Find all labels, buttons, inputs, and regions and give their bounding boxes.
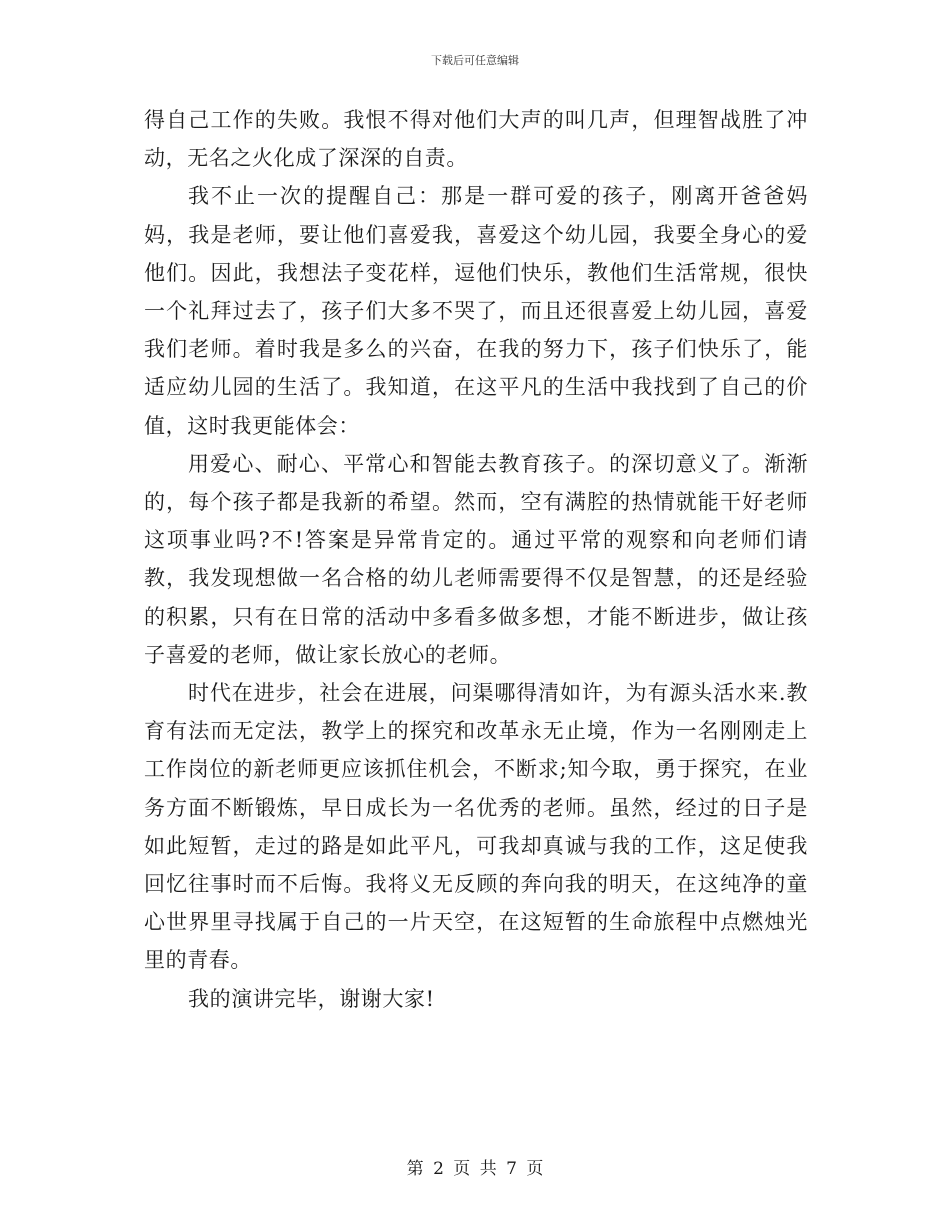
page-header: 下载后可任意编辑	[431, 54, 519, 67]
paragraph-continued: 得自己工作的失败。我恨不得对他们大声的叫几声，但理智战胜了冲动，无名之火化成了深深的自责。	[144, 108, 808, 171]
paragraph: 时代在进步，社会在进展，问渠哪得清如许，为有源头活水来.教育有法而无定法，教学上的探究和改革永无止境，作为一名刚刚走上工作岗位的新老师更应该抓住机会，不断求;知今取，勇于探究，在业务方面不断锻炼，早日成长为一名优秀的老师。虽然，经过的日子是如此短暂，走过的路是如此平凡，可我却真诚与我的工作，这足使我回忆往事时而不后悔。我将义无反顾的奔向我的明天，在这纯净的童心世界里寻找属于自己的一片天空，在这短暂的生命旅程中点燃烛光里的青春。	[144, 681, 808, 973]
paragraph: 我不止一次的提醒自己：那是一群可爱的孩子，刚离开爸爸妈妈，我是老师，要让他们喜爱我，喜爱这个幼儿园，我要全身心的爱他们。因此，我想法子变花样，逗他们快乐，教他们生活常规，很快一个礼拜过去了，孩子们大多不哭了，而且还很喜爱上幼儿园，喜爱我们老师。着时我是多么的兴奋，在我的努力下，孩子们快乐了，能适应幼儿园的生活了。我知道，在这平凡的生活中我找到了自己的价值，这时我更能体会：	[144, 184, 808, 438]
document-body	[144, 101, 808, 1018]
paragraph: 用爱心、耐心、平常心和智能去教育孩子。的深切意义了。渐渐的，每个孩子都是我新的希望。然而，空有满腔的热情就能干好老师这项事业吗?不!答案是异常肯定的。通过平常的观察和向老师们请教，我发现想做一名合格的幼儿老师需要得不仅是智慧，的还是经验的积累，只有在日常的活动中多看多做多想，才能不断进步，做让孩子喜爱的老师，做让家长放心的老师。	[144, 451, 808, 667]
closing-paragraph: 我的演讲完毕，谢谢大家!	[188, 986, 435, 1011]
page-number-footer: 第 2 页 共 7 页	[406, 1159, 544, 1179]
